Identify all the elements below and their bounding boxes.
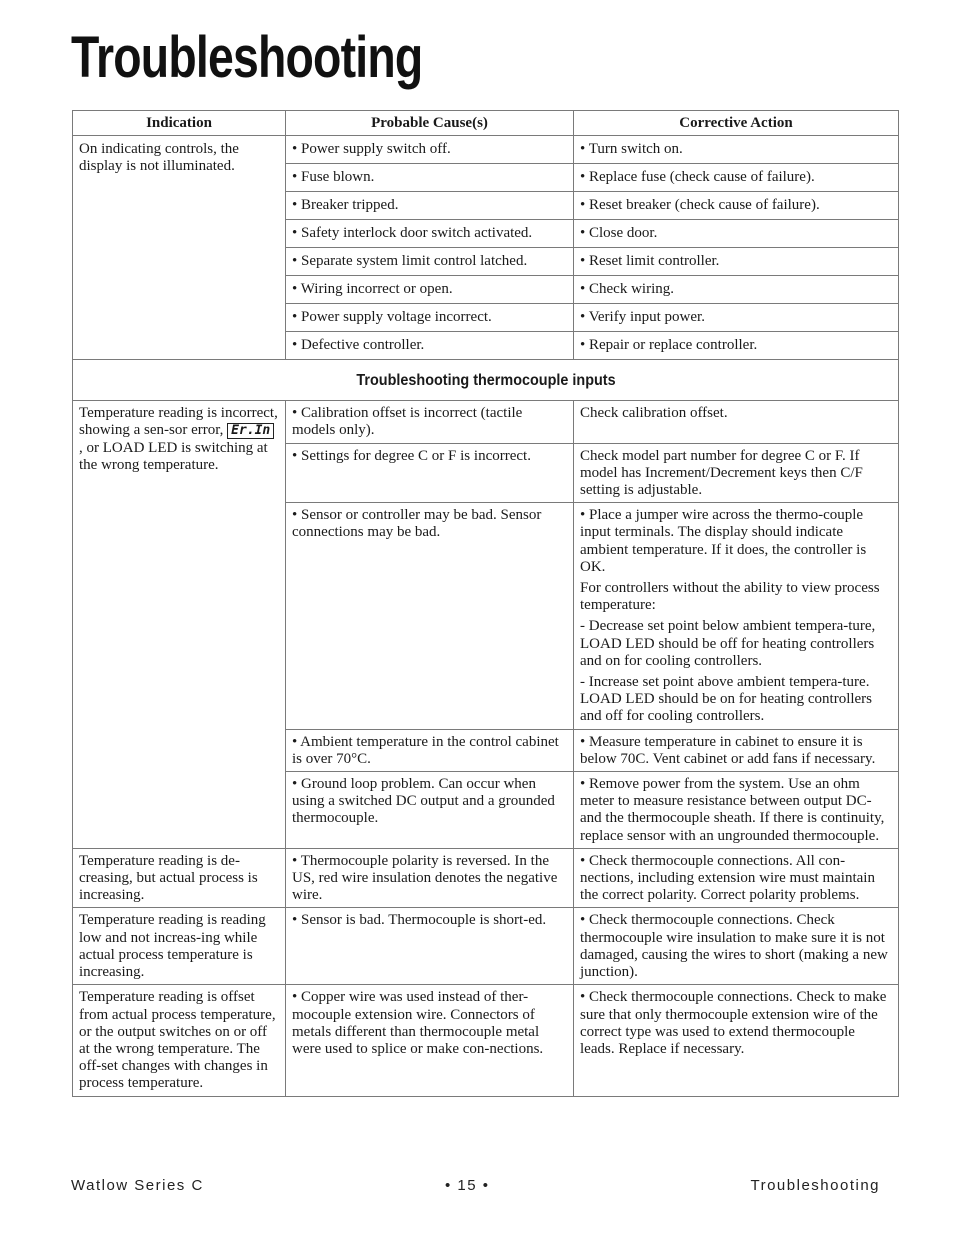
action-cell: • Turn switch on. xyxy=(574,136,899,164)
cause-cell: • Power supply voltage incorrect. xyxy=(286,304,574,332)
header-indication: Indication xyxy=(73,111,286,136)
cause-cell: • Wiring incorrect or open. xyxy=(286,276,574,304)
table-row xyxy=(73,985,899,1096)
action-cell: • Check thermocouple connections. All con-nections, including extension wire must maintain the correct polarity. Correct polarity problems. xyxy=(574,848,899,908)
action-paragraph: For controllers without the ability to view process temperature: xyxy=(580,580,880,614)
indication-cell: Temperature reading is reading low and not increas-ing while actual process temperature is increasing. xyxy=(73,908,286,985)
indication-text-start: Temperature reading is incorrect, showing a sen-sor error, xyxy=(79,405,278,439)
header-corrective-action: Corrective Action xyxy=(574,111,899,136)
section-row xyxy=(73,360,899,401)
lcd-display-code: Er.In xyxy=(227,423,274,439)
action-cell: • Check wiring. xyxy=(574,276,899,304)
table-row xyxy=(73,848,899,908)
action-paragraph: • Measure temperature in cabinet to ensure it is below 70C. Vent cabinet or add fans if necessary. xyxy=(580,733,876,767)
action-paragraph: - Increase set point above ambient tempera-ture. LOAD LED should be on for heating controllers and off for cooling controllers. xyxy=(580,674,873,725)
cause-cell: • Thermocouple polarity is reversed. In the US, red wire insulation denotes the negative wire. xyxy=(286,848,574,908)
action-cell: • Verify input power. xyxy=(574,304,899,332)
action-cell xyxy=(574,401,899,443)
indication-cell xyxy=(73,401,286,849)
action-cell: • Reset breaker (check cause of failure). xyxy=(574,192,899,220)
indication-cell: Temperature reading is offset from actual process temperature, or the output switches on or off at the wrong temperature. The off-set changes with changes in process temperature. xyxy=(73,985,286,1096)
section-heading: Troubleshooting thermocouple inputs xyxy=(355,371,616,389)
table-row xyxy=(73,908,899,985)
table-row xyxy=(73,136,899,164)
action-cell xyxy=(574,443,899,503)
action-cell: • Close door. xyxy=(574,220,899,248)
troubleshooting-table xyxy=(72,110,899,1097)
action-cell: • Check thermocouple connections. Check to make sure that only thermocouple extension wire of the correct type was used to extend thermocouple leads. Replace if necessary. xyxy=(574,985,899,1096)
header-probable-causes: Probable Cause(s) xyxy=(286,111,574,136)
page-title: Troubleshooting xyxy=(71,25,423,90)
cause-cell: • Fuse blown. xyxy=(286,164,574,192)
cause-cell: • Sensor is bad. Thermocouple is short-ed. xyxy=(286,908,574,985)
action-cell: • Check thermocouple connections. Check thermocouple wire insulation to make sure it is not damaged, causing the wires to short (making a new junction). xyxy=(574,908,899,985)
table-row xyxy=(73,401,899,443)
cause-cell: • Copper wire was used instead of ther-mocouple extension wire. Connectors of metals different than thermocouple metal were used to splice or make con-nections. xyxy=(286,985,574,1096)
cause-cell: • Separate system limit control latched. xyxy=(286,248,574,276)
action-cell: • Replace fuse (check cause of failure). xyxy=(574,164,899,192)
cause-cell: • Power supply switch off. xyxy=(286,136,574,164)
cause-cell: • Calibration offset is incorrect (tactile models only). xyxy=(286,401,574,443)
footer-section-name: Troubleshooting xyxy=(750,1177,880,1194)
action-cell xyxy=(574,729,899,771)
action-paragraph: • Place a jumper wire across the thermo-couple input terminals. The display should indicate ambient temperature. If it does, the controller is OK. xyxy=(580,507,867,575)
action-paragraph: Check calibration offset. xyxy=(580,405,728,422)
action-cell: • Reset limit controller. xyxy=(574,248,899,276)
cause-cell: • Safety interlock door switch activated. xyxy=(286,220,574,248)
cause-cell: • Sensor or controller may be bad. Sensor connections may be bad. xyxy=(286,503,574,729)
action-cell: • Repair or replace controller. xyxy=(574,332,899,360)
footer-product-name: Watlow Series C xyxy=(71,1177,204,1194)
section-heading-cell xyxy=(73,360,899,401)
action-cell xyxy=(574,772,899,849)
action-paragraph: - Decrease set point below ambient tempera-ture, LOAD LED should be off for heating controllers and on for cooling controllers. xyxy=(580,618,876,669)
action-paragraph: Check model part number for degree C or F. If model has Increment/Decrement keys then C/F setting is adjustable. xyxy=(580,447,863,499)
footer-page-number: • 15 • xyxy=(445,1177,490,1194)
cause-cell: • Ground loop problem. Can occur when using a switched DC output and a grounded thermocouple. xyxy=(286,772,574,849)
table-header-row xyxy=(73,111,899,136)
indication-cell: On indicating controls, the display is not illuminated. xyxy=(73,136,286,360)
cause-cell: • Breaker tripped. xyxy=(286,192,574,220)
cause-cell: • Ambient temperature in the control cabinet is over 70°C. xyxy=(286,729,574,771)
indication-cell: Temperature reading is de-creasing, but actual process is increasing. xyxy=(73,848,286,908)
action-cell xyxy=(574,503,899,729)
indication-text-end: , or LOAD LED is switching at the wrong temperature. xyxy=(79,439,268,473)
cause-cell: • Settings for degree C or F is incorrect. xyxy=(286,443,574,503)
cause-cell: • Defective controller. xyxy=(286,332,574,360)
action-paragraph: • Remove power from the system. Use an ohm meter to measure resistance between output DC- and the thermocouple sheath. If there is continuity, replace sensor with an ungrounded thermocouple. xyxy=(580,776,885,844)
